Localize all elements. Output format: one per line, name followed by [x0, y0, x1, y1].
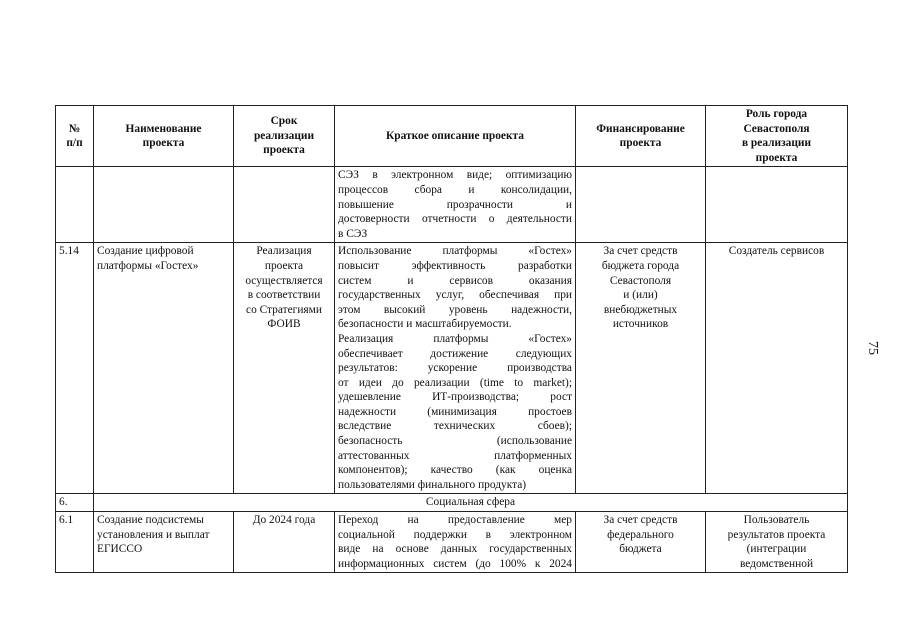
- header-col-description: Краткое описание проекта: [335, 106, 576, 167]
- financing-cell: За счет средств федерального бюджета: [576, 512, 706, 573]
- header-col-name: Наименование проекта: [94, 106, 234, 167]
- projects-table: [55, 105, 848, 573]
- header-col-financing: Финансирование проекта: [576, 106, 706, 167]
- description-cell: Переход на предоставление мер социальной поддержки в электронном виде на основе данных государственных информационных систем (до 100% к 2024: [335, 512, 576, 573]
- row-number: 5.14: [56, 243, 94, 494]
- financing-cell: За счет средств бюджета города Севастополя и (или) внебюджетных источников: [576, 243, 706, 494]
- header-col-term: Срок реализации проекта: [234, 106, 335, 167]
- table-row-5-14: [56, 243, 848, 494]
- table-row-continuation: [56, 167, 848, 243]
- term-cell: Реализация проекта осуществляется в соответствии со Стратегиями ФОИВ: [234, 243, 335, 494]
- row-number: 6.1: [56, 512, 94, 573]
- table-header-row: [56, 106, 848, 167]
- section-title: Социальная сфера: [94, 494, 848, 512]
- section-number: 6.: [56, 494, 94, 512]
- page-number: 75: [865, 341, 880, 355]
- header-col-role: Роль города Севастополя в реализации проекта: [706, 106, 848, 167]
- description-cell: Использование платформы «Гостех» повысит эффективность разработки систем и сервисов оказания государственных услуг, обеспечивая при этом высокий уровень надежности, безопасности и масштабируемости. Реализация платформы «Гостех» обеспечивает достижение следующих результатов: ускорение производства от идеи до реализации (time to market); удешевление ИТ-производства; рост надежности (минимизация простоев вследствие технических сбоев); безопасность (использование аттестованных платформенных компонентов); качество (как оценка пользователями финального продукта): [335, 243, 576, 494]
- role-cell: Создатель сервисов: [706, 243, 848, 494]
- description-cell: СЭЗ в электронном виде; оптимизацию процессов сбора и консолидации, повышение прозрачности и достоверности отчетности о деятельности в СЭЗ: [335, 167, 576, 243]
- project-name-cell: Создание подсистемы установления и выплат ЕГИССО: [94, 512, 234, 573]
- section-row-social: [56, 494, 848, 512]
- term-cell: До 2024 года: [234, 512, 335, 573]
- table-row-6-1: [56, 512, 848, 573]
- header-col-number: № п/п: [56, 106, 94, 167]
- project-name-cell: Создание цифровой платформы «Гостех»: [94, 243, 234, 494]
- role-cell: Пользователь результатов проекта (интеграции ведомственной: [706, 512, 848, 573]
